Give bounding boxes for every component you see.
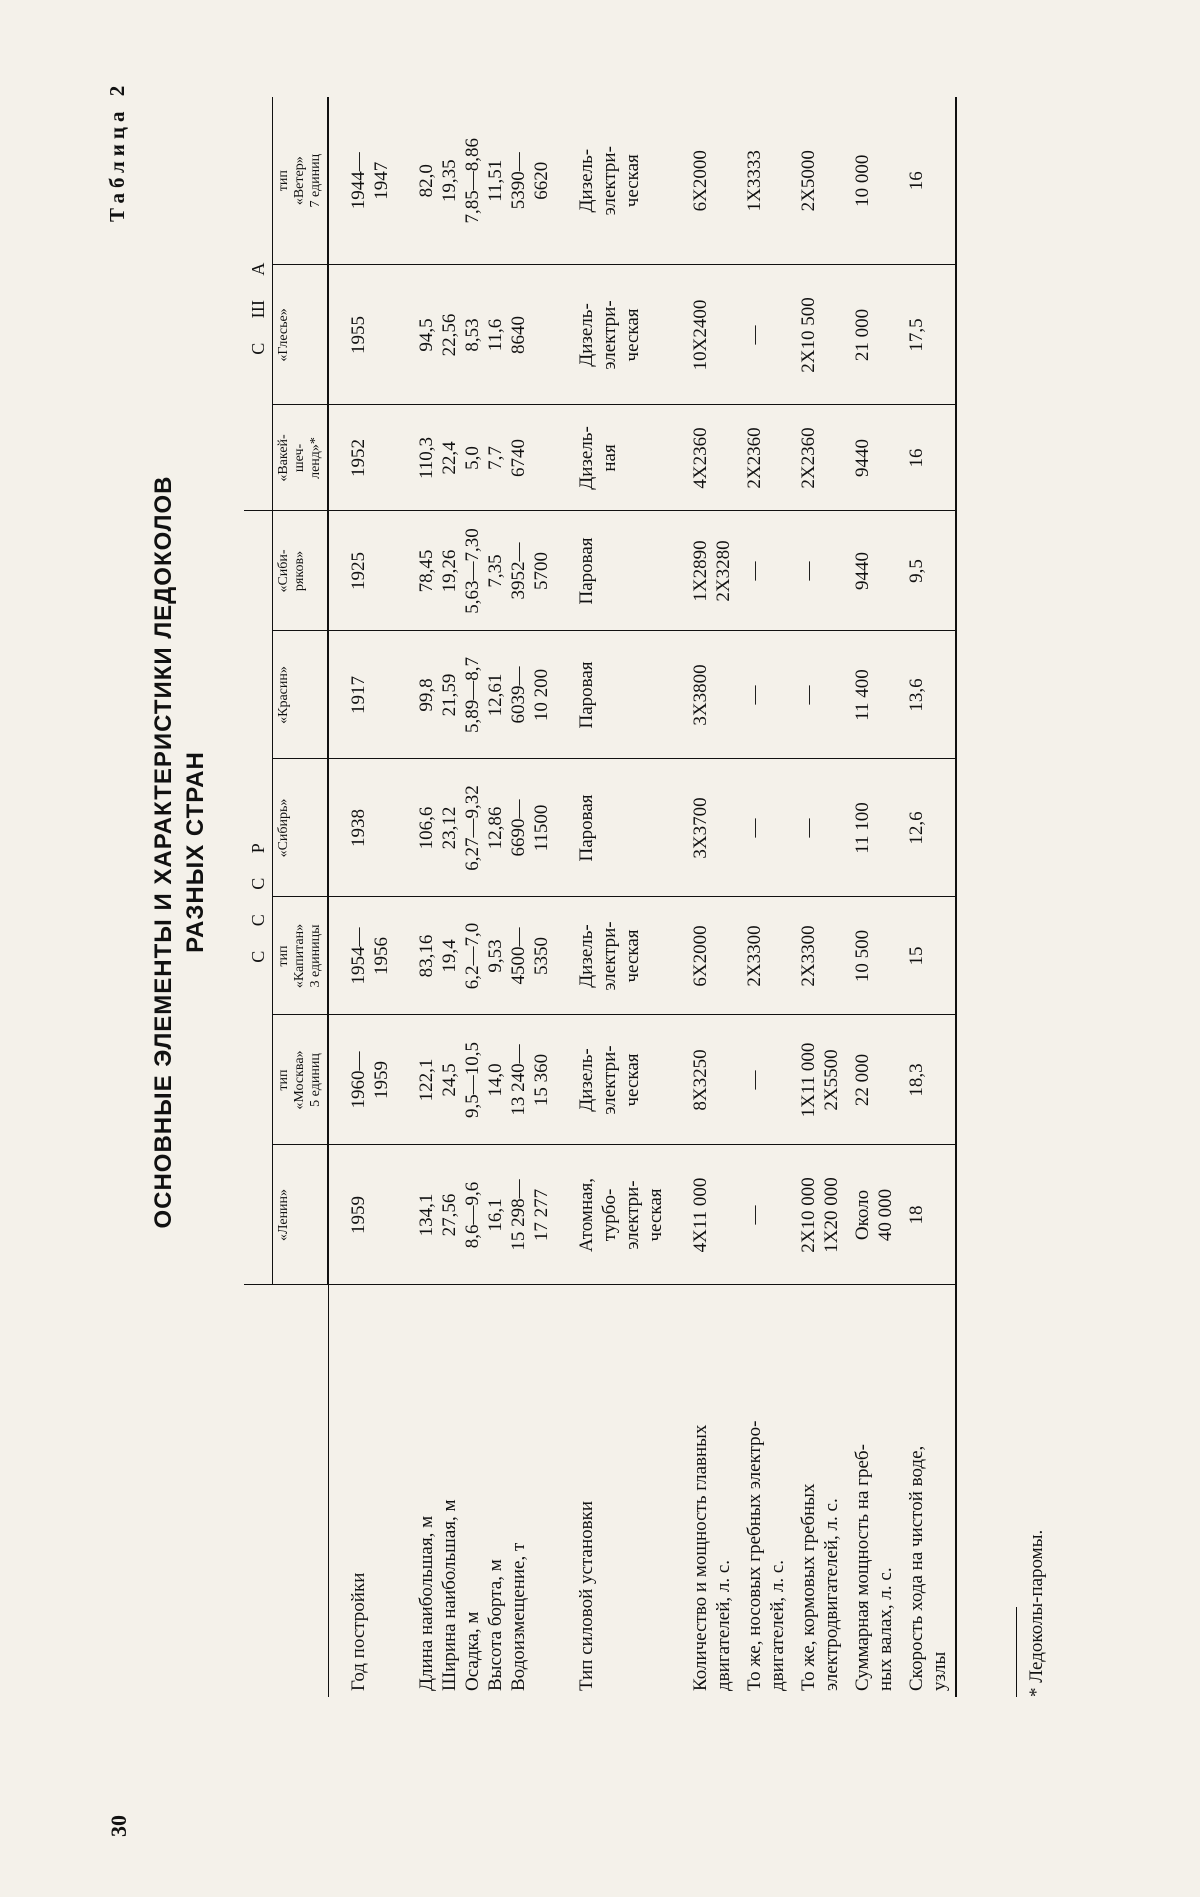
table-cell [557, 1145, 671, 1285]
table-cell [793, 511, 847, 631]
line: двигателей, л. с. [767, 1559, 788, 1691]
line: 9,5—10,5 [462, 1042, 483, 1118]
line: — [744, 818, 765, 838]
table-cell [328, 1015, 397, 1145]
line: 5700 [531, 551, 552, 590]
table-cell [397, 97, 557, 265]
table-cell [847, 97, 901, 265]
table-cell [901, 405, 956, 511]
table-cell [328, 1145, 397, 1285]
line: 5,89—8,7 [462, 657, 483, 733]
col-header-kapitan [273, 897, 329, 1015]
line: тип [276, 170, 291, 192]
line: шеч- [292, 443, 307, 473]
table-cell [671, 1015, 739, 1145]
line: 1X20 000 [821, 1177, 842, 1253]
table-title-line-2: РАЗНЫХ СТРАН [182, 751, 209, 953]
col-header-moskva [273, 1015, 329, 1145]
line: 10X2400 [690, 299, 711, 371]
line: 24,5 [439, 1063, 460, 1097]
line: 18,3 [906, 1063, 927, 1097]
line: 19,26 [439, 549, 460, 593]
line: — [798, 685, 819, 705]
table-cell [793, 1015, 847, 1145]
table-cell [328, 405, 397, 511]
line: Высота борта, м [485, 1559, 506, 1691]
line: 9,53 [485, 939, 506, 973]
line: 19,4 [439, 939, 460, 973]
line: 1925 [348, 551, 369, 590]
table-cell [793, 97, 847, 265]
line: 7,85—8,86 [462, 137, 483, 224]
row-label [671, 1285, 739, 1697]
line: 6,27—9,32 [462, 785, 483, 871]
line: электри- [599, 146, 620, 216]
line: 2X3300 [798, 925, 819, 987]
line: 21,59 [439, 673, 460, 717]
line: Атомная, [576, 1177, 597, 1253]
line: Дизель- [576, 1048, 597, 1112]
table-cell [557, 1015, 671, 1145]
col-header-lenin: «Ленин» [273, 1145, 329, 1285]
line: 2X5000 [798, 150, 819, 212]
row-label: Год постройки [347, 1572, 369, 1691]
line: Паровая [576, 794, 597, 862]
line: электри- [622, 1180, 643, 1250]
table-cell [557, 265, 671, 405]
line: тип [276, 945, 291, 967]
line: 110,3 [416, 436, 437, 479]
line: 6X2000 [690, 150, 711, 212]
table-cell [793, 897, 847, 1015]
line: 7,35 [485, 554, 506, 588]
line: тип [276, 1069, 291, 1091]
line: 1917 [348, 676, 369, 714]
row-label [847, 1285, 901, 1697]
table-cell [397, 631, 557, 759]
table-cell [847, 405, 901, 511]
table-cell [671, 759, 739, 897]
table-row [671, 97, 739, 1697]
line: 12,6 [906, 811, 927, 845]
line: — [744, 561, 765, 581]
line: Около [852, 1189, 873, 1241]
table-cell [847, 1015, 901, 1145]
table-cell [847, 265, 901, 405]
line: 9440 [852, 438, 873, 477]
line: 2X5500 [821, 1049, 842, 1111]
line: 2X3300 [744, 925, 765, 987]
line: 11 400 [852, 669, 873, 721]
line: 8,53 [462, 318, 483, 352]
line: 14,0 [485, 1063, 506, 1097]
line: 2X2360 [744, 427, 765, 489]
line: 17,5 [906, 318, 927, 352]
line: ческая [622, 154, 643, 208]
line: ленд»* [308, 437, 323, 479]
line: Ширина наибольшая, м [439, 1499, 460, 1691]
line: электродвигателей, л. с. [821, 1498, 842, 1691]
line: 2X10 000 [798, 1177, 819, 1253]
table-row [847, 97, 901, 1697]
line: 4X2360 [690, 427, 711, 489]
table-cell [739, 405, 793, 511]
table-row [901, 97, 956, 1697]
line: 1X3333 [744, 150, 765, 212]
table-cell [557, 759, 671, 897]
line: 1X11 000 [798, 1042, 819, 1118]
table-cell [671, 1145, 739, 1285]
table-cell [557, 897, 671, 1015]
table-cell [397, 265, 557, 405]
line: 1X2890 [690, 540, 711, 602]
table-cell [671, 265, 739, 405]
line: 13 240— [508, 1044, 529, 1116]
table-cell [793, 405, 847, 511]
line: ческая [645, 1188, 666, 1242]
line: То же, носовых гребных электро- [744, 1420, 765, 1691]
line: 10 200 [531, 668, 552, 722]
table-row [328, 97, 397, 1697]
table-cell [328, 97, 397, 265]
line: 82,0 [416, 164, 437, 198]
line: ная [599, 444, 620, 472]
line: 5350 [531, 937, 552, 975]
line: 5,63—7,30 [462, 528, 483, 614]
line: 6,2—7,0 [462, 922, 483, 990]
line: 23,12 [439, 806, 460, 850]
col-header-krasin: «Красин» [273, 631, 329, 759]
table-cell [739, 631, 793, 759]
table-cell [901, 1145, 956, 1285]
line: «Москва» [292, 1050, 307, 1110]
table-cell [793, 1145, 847, 1285]
line: 1955 [348, 315, 369, 354]
line: — [798, 561, 819, 581]
line: Дизель- [576, 426, 597, 490]
line: 5 единиц [308, 1053, 323, 1107]
row-label [901, 1285, 956, 1697]
line: 18 [906, 1205, 927, 1225]
line: 1952 [348, 438, 369, 477]
line: 2X2360 [798, 427, 819, 489]
line: Скорость хода на чистой воде, [906, 1445, 927, 1691]
table-cell [901, 511, 956, 631]
line: — [744, 325, 765, 345]
line: 6690— [508, 799, 529, 857]
table-cell [901, 265, 956, 405]
line: 2X3280 [713, 540, 734, 602]
col-header-sibir: «Сибирь» [273, 759, 329, 897]
line: 15 298— [508, 1179, 529, 1251]
line: 3X3700 [690, 797, 711, 859]
line: 12,86 [485, 806, 506, 850]
line: 27,56 [439, 1193, 460, 1237]
table-cell [847, 511, 901, 631]
line: 11500 [531, 804, 552, 852]
line: 94,5 [416, 318, 437, 352]
line: 99,8 [416, 678, 437, 712]
line: 6740 [508, 438, 529, 477]
table-cell [557, 511, 671, 631]
line: 4X11 000 [690, 1177, 711, 1253]
table-cell [328, 631, 397, 759]
line: Дизель- [576, 148, 597, 213]
table-cell [901, 631, 956, 759]
table-cell [847, 897, 901, 1015]
line: 8640 [508, 315, 529, 354]
line: 8X3250 [690, 1049, 711, 1111]
row-label [793, 1285, 847, 1697]
line: 13,6 [906, 678, 927, 712]
line: Количество и мощность главных [690, 1424, 711, 1691]
line: Водоизмещение, т [508, 1542, 529, 1691]
table-cell [671, 405, 739, 511]
line: 1959 [348, 1196, 369, 1234]
table-caption: Таблица 2 [105, 80, 129, 222]
table-cell [847, 759, 901, 897]
table-cell [397, 759, 557, 897]
line: 6X2000 [690, 925, 711, 987]
line: 16 [906, 171, 927, 191]
line: 83,16 [416, 934, 437, 978]
line: Осадка, м [462, 1611, 483, 1691]
table-cell [793, 265, 847, 405]
line: 3952— [508, 542, 529, 600]
table-cell [397, 1145, 557, 1285]
table-row [397, 97, 557, 1697]
line: 134,1 [416, 1193, 437, 1237]
line: «Вакей- [276, 434, 291, 482]
line: — [744, 685, 765, 705]
col-header-wakeshield [273, 405, 329, 511]
line: 8,6—9,6 [462, 1181, 483, 1249]
line: 16,1 [485, 1198, 506, 1232]
table-cell [901, 1015, 956, 1145]
table-cell [328, 511, 397, 631]
table-cell [847, 1145, 901, 1285]
line: электри- [599, 300, 620, 370]
line: «Ветер» [292, 156, 307, 206]
line: электри- [599, 1045, 620, 1115]
line: 1947 [371, 161, 392, 200]
table-row [557, 97, 671, 1697]
table-cell [739, 511, 793, 631]
footnote-rule [1016, 1607, 1017, 1697]
table-cell [671, 97, 739, 265]
table-cell [739, 759, 793, 897]
line: 22 000 [852, 1053, 873, 1107]
line: ных валах, л. с. [875, 1567, 896, 1691]
table-cell [671, 897, 739, 1015]
line: То же, кормовых гребных [798, 1483, 819, 1691]
line: 6620 [531, 161, 552, 200]
table-cell [671, 511, 739, 631]
col-header-glacier: «Глесье» [273, 265, 329, 405]
line: 1938 [348, 809, 369, 847]
table-row [739, 97, 793, 1697]
line: 1959 [371, 1061, 392, 1099]
table-cell [793, 631, 847, 759]
group-header-usa: С Ш А [244, 97, 273, 511]
table-cell [901, 97, 956, 265]
line: 6039— [508, 666, 529, 724]
line: 106,6 [416, 806, 437, 850]
line: ческая [622, 308, 643, 362]
line: 11,6 [485, 318, 506, 352]
line: турбо- [599, 1188, 620, 1242]
table-cell [328, 897, 397, 1015]
line: «Капитан» [292, 923, 307, 989]
line: 21 000 [852, 308, 873, 362]
table-cell [397, 405, 557, 511]
line: 15 [906, 946, 927, 966]
line: — [798, 818, 819, 838]
line: 15 360 [531, 1053, 552, 1107]
table-cell [739, 97, 793, 265]
line: 1956 [371, 937, 392, 975]
line: 2X10 500 [798, 297, 819, 373]
line: узлы [929, 1651, 950, 1691]
line: 12,61 [485, 673, 506, 717]
line: Паровая [576, 537, 597, 605]
line: 16 [906, 448, 927, 468]
line: 11 100 [852, 802, 873, 854]
line: электри- [599, 921, 620, 991]
line: 22,4 [439, 441, 460, 475]
table-cell [901, 897, 956, 1015]
line: 19,35 [439, 159, 460, 203]
table-cell [739, 897, 793, 1015]
line: 10 500 [852, 929, 873, 983]
icebreakers-table [244, 97, 957, 1697]
line: 11,51 [485, 159, 506, 202]
header-corner [244, 1285, 328, 1697]
line: Паровая [576, 661, 597, 729]
table-cell [739, 1145, 793, 1285]
line: 1954— [348, 927, 369, 985]
line: Длина наибольшая, м [416, 1515, 437, 1691]
line: 4500— [508, 927, 529, 985]
table-cell [739, 265, 793, 405]
line: 9,5 [906, 559, 927, 583]
footnote: * Ледоколы-паромы. [1026, 1529, 1047, 1697]
table-cell [847, 631, 901, 759]
table-cell [739, 1015, 793, 1145]
row-label [397, 1285, 557, 1697]
line: 1944— [348, 152, 369, 210]
line: 3X3800 [690, 664, 711, 726]
table-title-line-1: ОСНОВНЫЕ ЭЛЕМЕНТЫ И ХАРАКТЕРИСТИКИ ЛЕДОКОЛОВ [150, 475, 177, 1229]
table-cell [557, 631, 671, 759]
table-cell [328, 759, 397, 897]
line: 40 000 [875, 1188, 896, 1242]
table-cell [397, 511, 557, 631]
col-header-sibiryakov [273, 511, 329, 631]
table-cell [557, 97, 671, 265]
table-cell [397, 1015, 557, 1145]
line: — [744, 1205, 765, 1225]
line: 1960— [348, 1051, 369, 1109]
table-cell [901, 759, 956, 897]
line: «Сиби- [276, 549, 291, 593]
line: 5390— [508, 152, 529, 210]
row-label [739, 1285, 793, 1697]
table-cell [328, 265, 397, 405]
line: ческая [622, 929, 643, 983]
table-row [793, 97, 847, 1697]
line: 22,56 [439, 313, 460, 357]
line: 122,1 [416, 1058, 437, 1102]
table-cell [671, 631, 739, 759]
line: Суммарная мощность на греб- [852, 1444, 873, 1691]
line: ческая [622, 1053, 643, 1107]
group-header-ussr: С С С Р [244, 511, 273, 1285]
line: двигателей, л. с. [713, 1559, 734, 1691]
row-label: Тип силовой установки [576, 1501, 597, 1691]
table-cell [557, 405, 671, 511]
page-number: 30 [106, 1815, 131, 1837]
line: 3 единицы [308, 924, 323, 988]
line: 17 277 [531, 1188, 552, 1242]
line: 7,7 [485, 446, 506, 470]
col-header-veter [273, 97, 329, 265]
line: 10 000 [852, 154, 873, 207]
line: Дизель- [576, 924, 597, 988]
line: 5,0 [462, 446, 483, 470]
table-cell [793, 759, 847, 897]
line: 7 единиц [308, 153, 323, 208]
line: Дизель- [576, 303, 597, 367]
table-cell [397, 897, 557, 1015]
line: — [744, 1070, 765, 1090]
line: 78,45 [416, 549, 437, 593]
line: ряков» [292, 550, 307, 592]
line: 9440 [852, 551, 873, 590]
